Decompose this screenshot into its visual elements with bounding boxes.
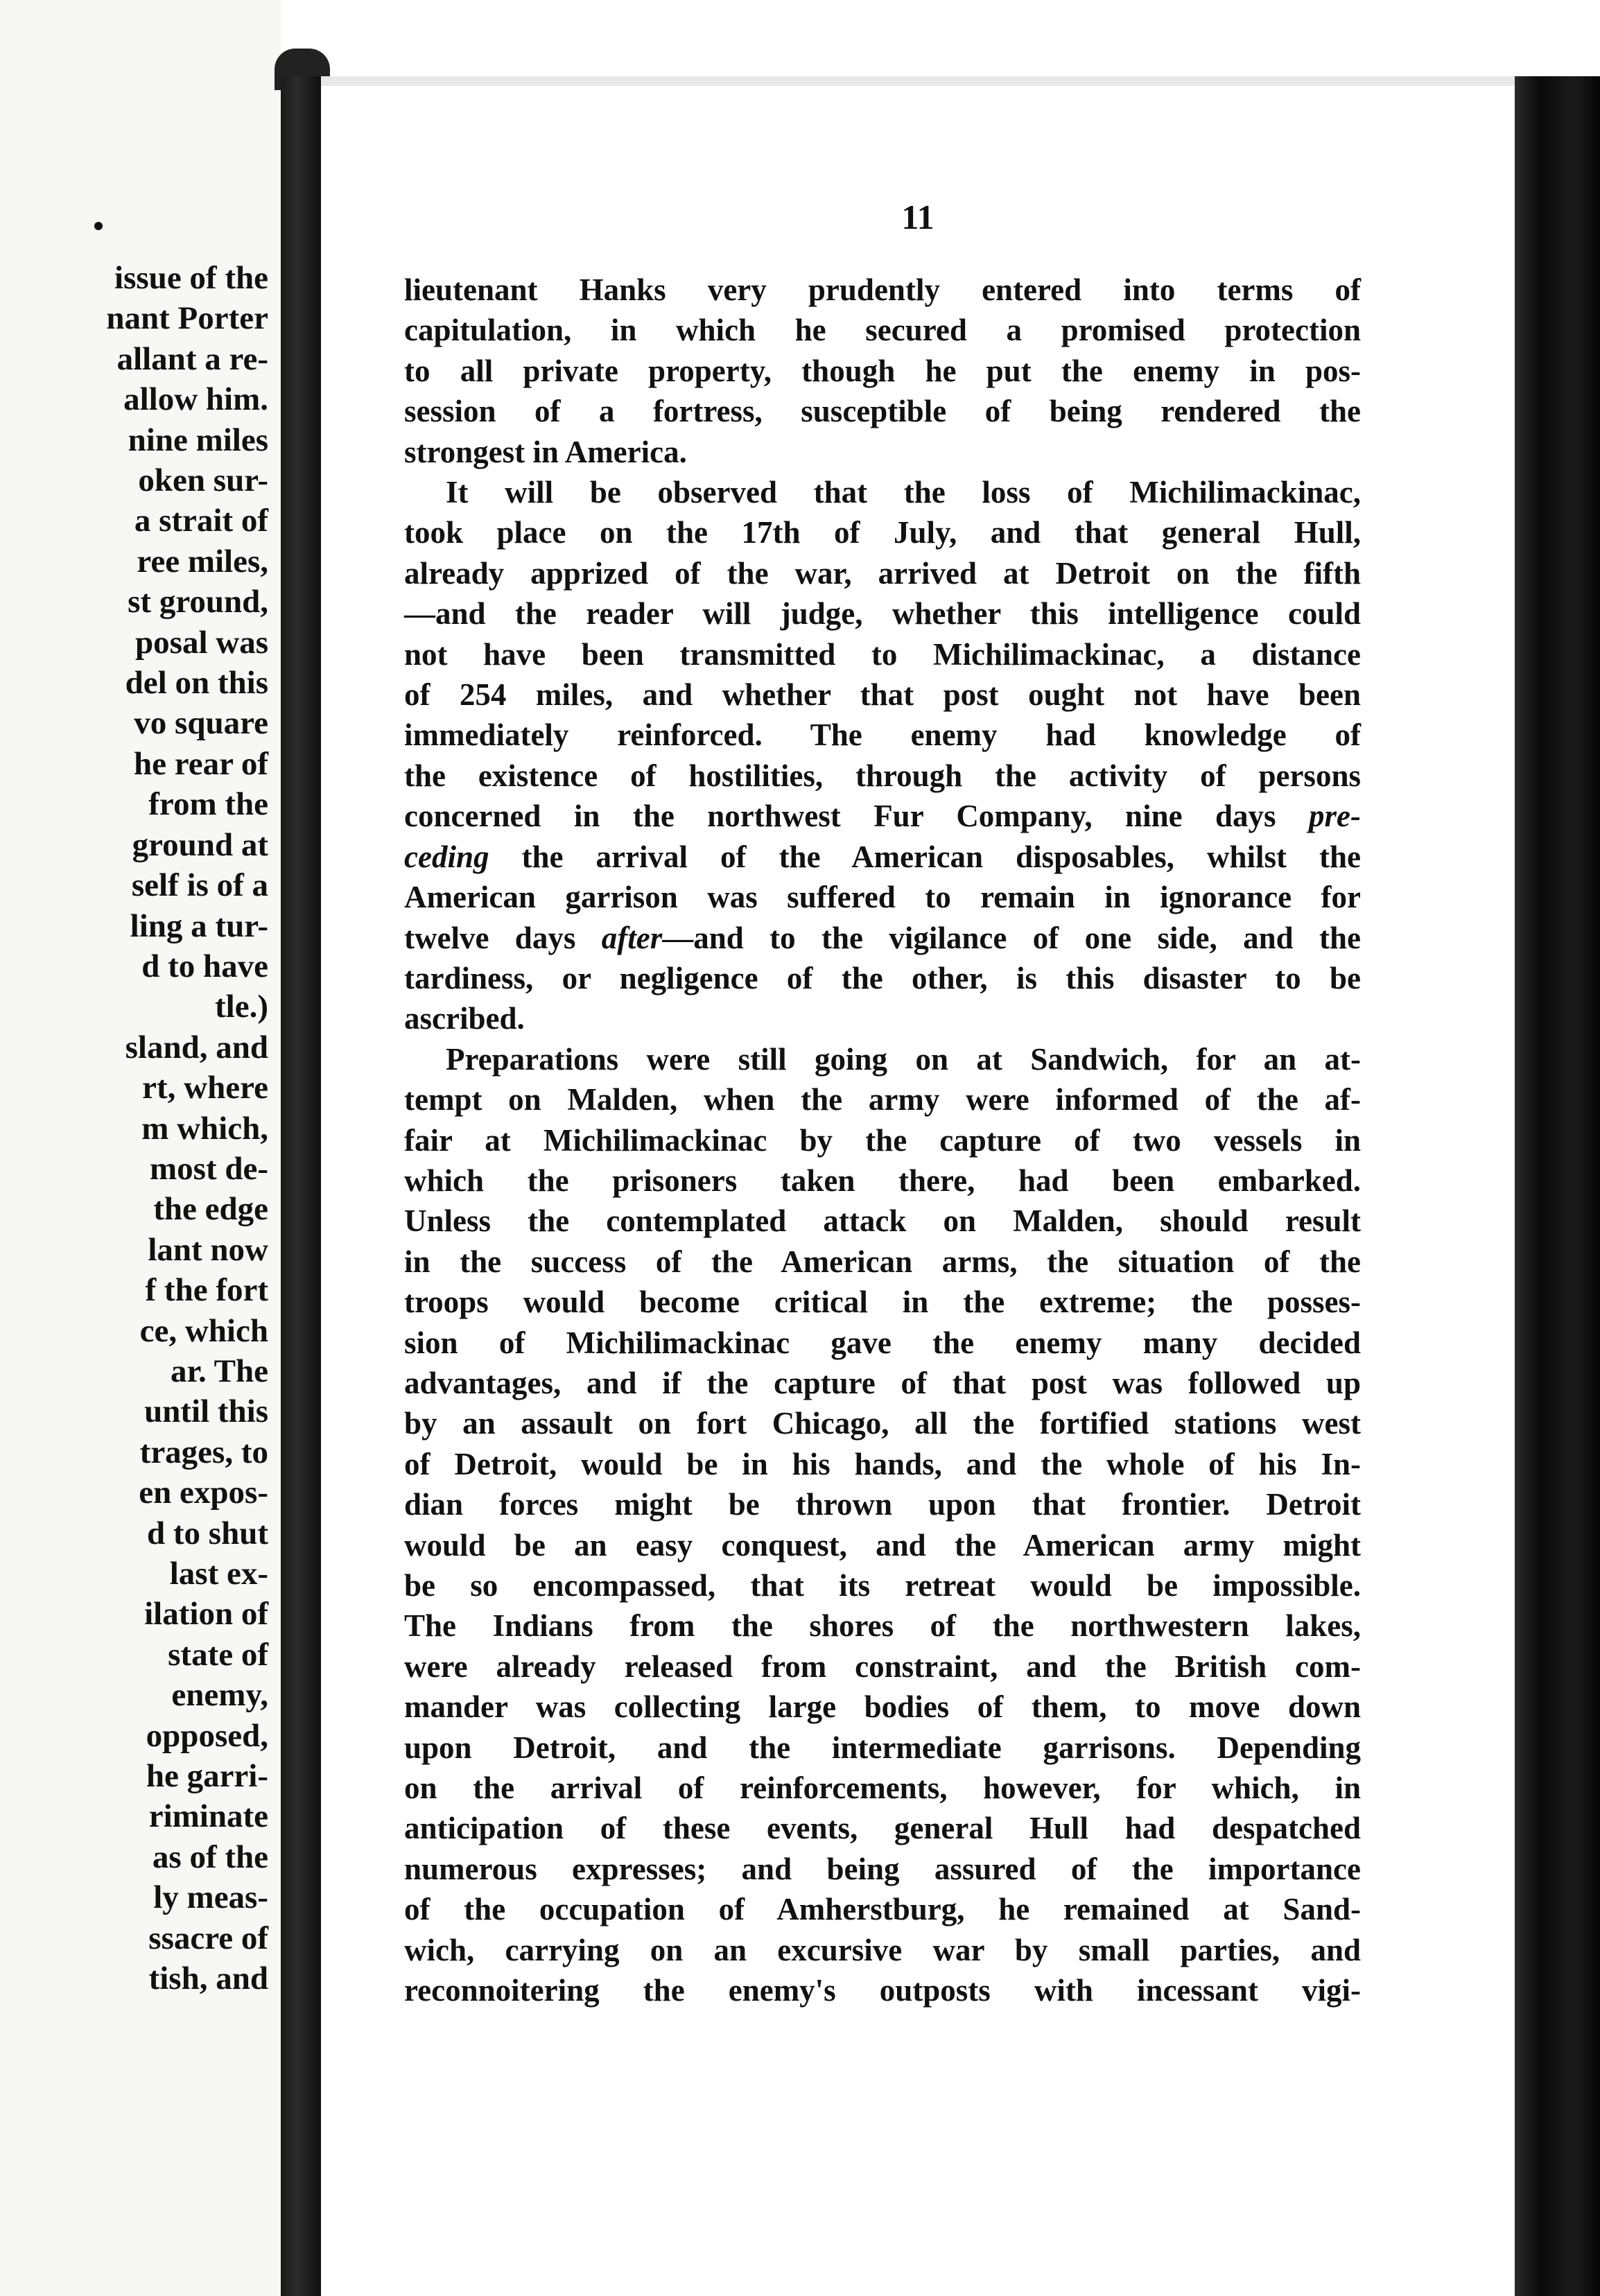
text-line [404,796,1361,836]
text-line: ly meas- [153,1879,268,1916]
text-line: tish, and [148,1960,268,1997]
text-line: last ex- [169,1556,268,1592]
text-line: riminate [148,1798,268,1835]
text-line: tle.) [215,989,268,1025]
text-line: a strait of [134,503,268,539]
italic-word: after [601,920,663,955]
text-line: allant a re- [116,340,268,377]
text-line: allow him. [123,381,268,418]
text-line: he garri- [146,1758,268,1795]
binding-gutter [281,76,321,2296]
page-top-edge [321,76,1541,86]
text-line: ling a tur- [130,907,268,944]
text-line: sland, and [125,1029,268,1066]
text-line: the edge [153,1191,268,1228]
text-line: Unless the contemplated attack on Malden, should result [404,1203,1361,1239]
text-line: posal was [135,624,268,661]
text-line: self is of a [131,867,268,904]
text-line: f the fort [145,1272,268,1309]
text-line: session of a fortress, susceptible of being rendered the [404,394,1361,429]
text-line: which the prisoners taken there, had been embarked. [404,1163,1361,1198]
text-line: tardiness, or negligence of the other, is this disaster to be [404,960,1361,995]
text-line: wich, carrying on an excursive war by small parties, and [404,1932,1361,1967]
text-line: nant Porter [106,300,268,337]
text-line: It will be observed that the loss of Michilimackinac, [446,475,1361,510]
text-line: were already released from constraint, and the British com- [404,1649,1361,1684]
text-line: ssacre of [148,1920,268,1956]
text-line: reconnoitering the enemy's outposts with incessant vigi- [404,1973,1361,2008]
line-text: twelve days [404,920,576,955]
text-line: d to have [141,948,268,984]
text-line: American garrison was suffered to remain in ignorance for [404,880,1361,915]
text-line: ar. The [170,1353,268,1389]
text-line: fair at Michilimackinac by the capture of two vessels in [404,1122,1361,1158]
paragraph-2 [404,472,1361,1039]
body-text [404,270,1361,2010]
text-line: most de- [150,1150,268,1187]
text-line: capitulation, in which he secured a promised protection [404,313,1361,348]
text-line: took place on the 17th of July, and that general Hull, [404,515,1361,550]
text-line: advantages, and if the capture of that post was followed up [404,1365,1361,1400]
italic-word: ceding [404,839,489,874]
text-line: lant now [148,1231,268,1268]
text-line: not have been transmitted to Michilimackinac, a distance [404,636,1361,672]
text-line: numerous expresses; and being assured of the importance [404,1851,1361,1886]
text-line: already apprized of the war, arrived at Detroit on the fifth [404,555,1361,591]
text-line: enemy, [171,1677,268,1714]
text-line: mander was collecting large bodies of them, to move down [404,1689,1361,1725]
text-line: strongest in America. [404,434,687,469]
text-line: st ground, [128,584,268,620]
text-line: sion of Michilimackinac gave the enemy many decided [404,1325,1361,1360]
text-line: ascribed. [404,1001,525,1036]
text-line: troops would become critical in the extreme; the posses- [404,1285,1361,1320]
text-line: lieutenant Hanks very prudently entered into terms of [404,272,1361,307]
text-line: oken sur- [138,462,268,499]
text-line: ce, which [139,1312,268,1349]
italic-word: pre- [1309,799,1362,834]
text-line: en expos- [139,1475,268,1511]
previous-page-text [106,258,268,1999]
text-line: of Detroit, would be in his hands, and the whole of his In- [404,1446,1361,1481]
text-line: Preparations were still going on at Sandwich, for an at- [446,1041,1361,1077]
text-line: nine miles [128,421,268,458]
text-line: the existence of hostilities, through the activity of persons [404,758,1361,793]
text-line: anticipation of these events, general Hull had despatched [404,1811,1361,1846]
page-number: 11 [901,198,934,236]
text-line: of 254 miles, and whether that post ought not have been [404,677,1361,713]
line-text: the arrival of the American disposables, whilst the [521,839,1362,874]
text-line: —and the reader will judge, whether this intelligence could [404,596,1361,632]
text-line: to all private property, though he put the enemy in pos- [404,353,1361,388]
text-line: of the occupation of Amherstburg, he remained at Sand- [404,1892,1361,1927]
text-line: ree miles, [137,543,268,580]
text-line: in the success of the American arms, the situation of the [404,1244,1361,1279]
page [321,86,1515,2296]
text-line: immediately reinforced. The enemy had knowledge of [404,718,1361,753]
text-line [404,918,1361,958]
text-line: until this [144,1393,268,1430]
previous-page-fragment [0,0,281,2296]
text-line: be so encompassed, that its retreat would be impossible. [404,1568,1361,1603]
text-line: from the [148,786,268,823]
text-line: upon Detroit, and the intermediate garrisons. Depending [404,1730,1361,1765]
text-line: d to shut [146,1515,268,1551]
line-text: —and to the vigilance of one side, and the [662,920,1362,955]
text-line: m which, [141,1110,268,1147]
text-line: rt, where [142,1070,268,1106]
text-line: ilation of [144,1596,268,1633]
text-line: The Indians from the shores of the northwestern lakes, [404,1608,1361,1644]
text-line: would be an easy conquest, and the American army might [404,1527,1361,1563]
text-line: del on this [125,665,268,702]
paragraph-1 [404,270,1361,472]
text-line: tempt on Malden, when the army were informed of the af- [404,1082,1361,1117]
text-line: as of the [152,1838,268,1875]
text-line: on the arrival of reinforcements, however, for which, in [404,1771,1361,1806]
text-line: he rear of [133,745,268,782]
ink-dot [94,222,103,230]
text-line: opposed, [146,1717,268,1754]
text-line: trages, to [139,1434,268,1470]
line-text: concerned in the northwest Fur Company, nine days [404,799,1276,834]
text-line: issue of the [114,260,268,296]
book-right-edge [1515,76,1600,2296]
text-line: dian forces might be thrown upon that frontier. Detroit [404,1487,1361,1522]
text-line: by an assault on fort Chicago, all the fortified stations west [404,1406,1361,1441]
text-line: state of [168,1636,268,1673]
text-line [404,837,1361,877]
text-line: vo square [134,705,268,742]
text-line: ground at [132,826,268,863]
paragraph-3 [404,1039,1361,2011]
